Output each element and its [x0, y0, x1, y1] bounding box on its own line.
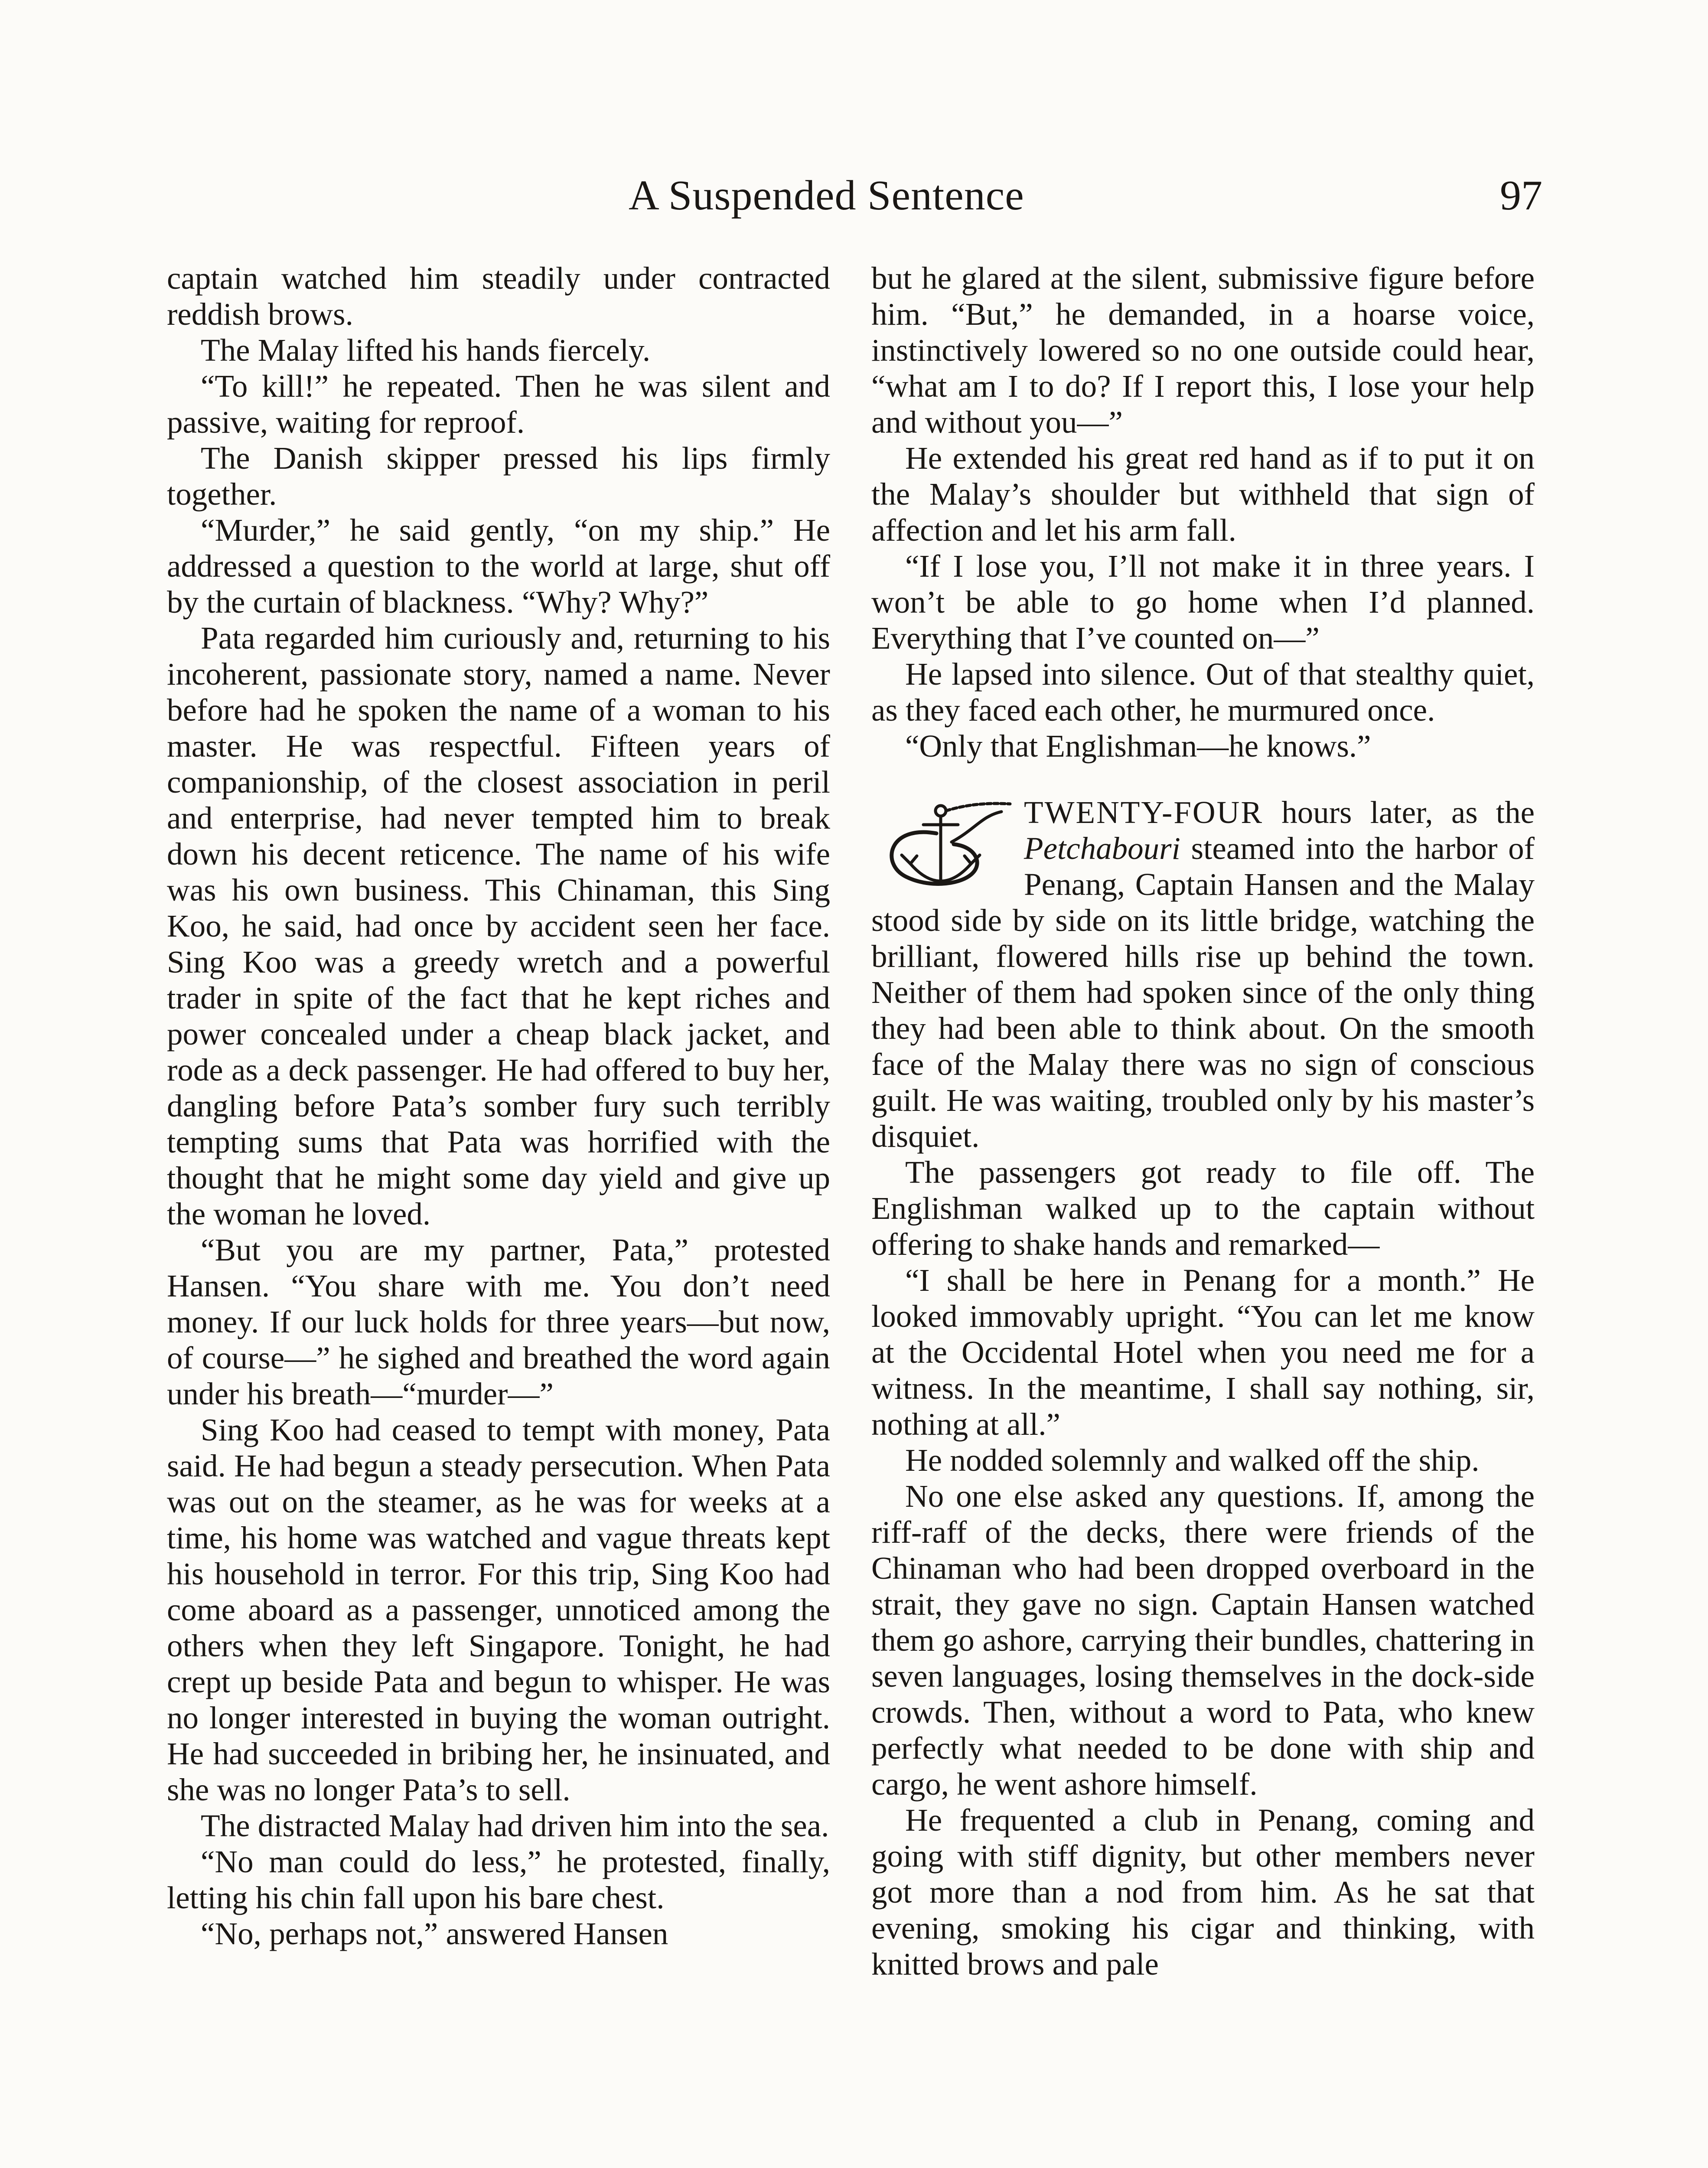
paragraph: No one else asked any questions. If, among the riff-raff of the decks, there were friends of the Chinaman who had been dropped overboard in the strait, they gave no sign. Captain Hansen watched them go ashore, carrying their bundles, chattering in seven languages, losing themselves in the dock-side crowds. Then, without a word to Pata, who knew perfectly what needed to be done with ship and cargo, he went ashore himself. — [871, 1479, 1535, 1802]
right-column-top-paragraphs — [871, 260, 1535, 764]
paragraph: The distracted Malay had driven him into the sea. — [201, 1808, 829, 1843]
left-column — [167, 260, 830, 1952]
paragraph: but he glared at the silent, submissive figure before him. “But,” he demanded, in a hoarse voice, instinctively lowered so no one outside could hear, “what am I to do? If I report this, I lose your help and without you—” — [871, 261, 1535, 440]
paragraph: Pata regarded him curiously and, returning to his incoherent, passionate story, named a name. Never before had he spoken the name of a woman to his master. He was respectful. Fifteen years of companionship, of the closest association in peril and enterprise, had never tempted him to break down his decent reticence. The name of his wife was his own business. This Chinaman, this Sing Koo, he said, had once by accident seen her face. Sing Koo was a greedy wretch and a powerful trader in spite of the fact that he kept riches and power concealed under a cheap black jacket, and rode as a deck passenger. He had offered to buy her, dangling before Pata’s somber fury such terribly tempting sums that Pata was horrified with the thought that he might some day yield and give up the woman he loved. — [167, 620, 830, 1231]
paragraph: The Malay lifted his hands fiercely. — [201, 333, 651, 368]
anchor-rope-icon — [871, 799, 1014, 898]
paragraph: “Only that Englishman—he knows.” — [905, 728, 1371, 764]
ship-name: Petchabouri — [1024, 831, 1180, 866]
paragraph: “But you are my partner, Pata,” protested Hansen. “You share with me. You don’t need money. If our luck holds for three years—but now, of course—” he sighed and breathed the word again under his breath—“murder—” — [167, 1232, 830, 1411]
paragraph: “I shall be here in Penang for a month.” He looked immovably upright. “You can let me know at the Occidental Hotel when you need me for a witness. In the meantime, I shall say nothing, sir, nothing at all.” — [871, 1263, 1535, 1442]
paragraph: Sing Koo had ceased to tempt with money, Pata said. He had begun a steady persecution. When Pata was out on the steamer, as he was for weeks at a time, his home was watched and vague threats kept his household in terror. For this trip, Sing Koo had come aboard as a passenger, unnoticed among the others when they left Singapore. Tonight, he had crept up beside Pata and begun to whisper. He was no longer interested in buying the woman outright. He had succeeded in bribing her, he insinuated, and she was no longer Pata’s to sell. — [167, 1412, 830, 1807]
paragraph: He nodded solemnly and walked off the ship. — [905, 1443, 1480, 1478]
opening-text-2: steamed into the harbor of Penang, Captain Hansen and the Malay stood side by side on its little bridge, watching the brilliant, flowered hills rise up behind the town. Neither of them had spoken since of the only thing they had been able to think about. On the smooth face of the Malay there was no sign of conscious guilt. He was waiting, troubled only by his master’s disquiet. — [871, 831, 1535, 1154]
paragraph: “Murder,” he said gently, “on my ship.” He addressed a question to the world at large, shut off by the curtain of blackness. “Why? Why?” — [167, 513, 830, 620]
paragraph: The passengers got ready to file off. The Englishman walked up to the captain without offering to shake hands and remarked— — [871, 1155, 1535, 1262]
paragraph: “No, perhaps not,” answered Hansen — [201, 1916, 668, 1951]
paragraph: “If I lose you, I’ll not make it in three years. I won’t be able to go home when I’d planned. Everything that I’ve counted on—” — [871, 549, 1535, 656]
paragraph: The Danish skipper pressed his lips firmly together. — [167, 441, 830, 512]
right-column — [871, 260, 1535, 1982]
paragraph: He lapsed into silence. Out of that stealthy quiet, as they faced each other, he murmured once. — [871, 656, 1535, 728]
paragraph: He frequented a club in Penang, coming and going with stiff dignity, but other members never got more than a nod from him. As he sat that evening, smoking his cigar and thinking, with knitted brows and pale — [871, 1802, 1535, 1982]
page-number: 97 — [1500, 172, 1542, 219]
right-column-bottom-paragraphs — [871, 1154, 1535, 1982]
opening-text-1: hours later, as the — [1263, 795, 1535, 830]
section-break — [871, 794, 1535, 1154]
running-title: A Suspended Sentence — [629, 172, 1024, 219]
opening-small-caps: TWENTY-FOUR — [1024, 795, 1264, 830]
paragraph: “No man could do less,” he protested, finally, letting his chin fall upon his bare chest. — [167, 1844, 830, 1915]
running-header — [0, 171, 1708, 228]
paragraph: captain watched him steadily under contracted reddish brows. — [167, 261, 830, 332]
paragraph: He extended his great red hand as if to put it on the Malay’s shoulder but withheld that sign of affection and let his arm fall. — [871, 441, 1535, 548]
paragraph: “To kill!” he repeated. Then he was silent and passive, waiting for reproof. — [167, 369, 830, 440]
